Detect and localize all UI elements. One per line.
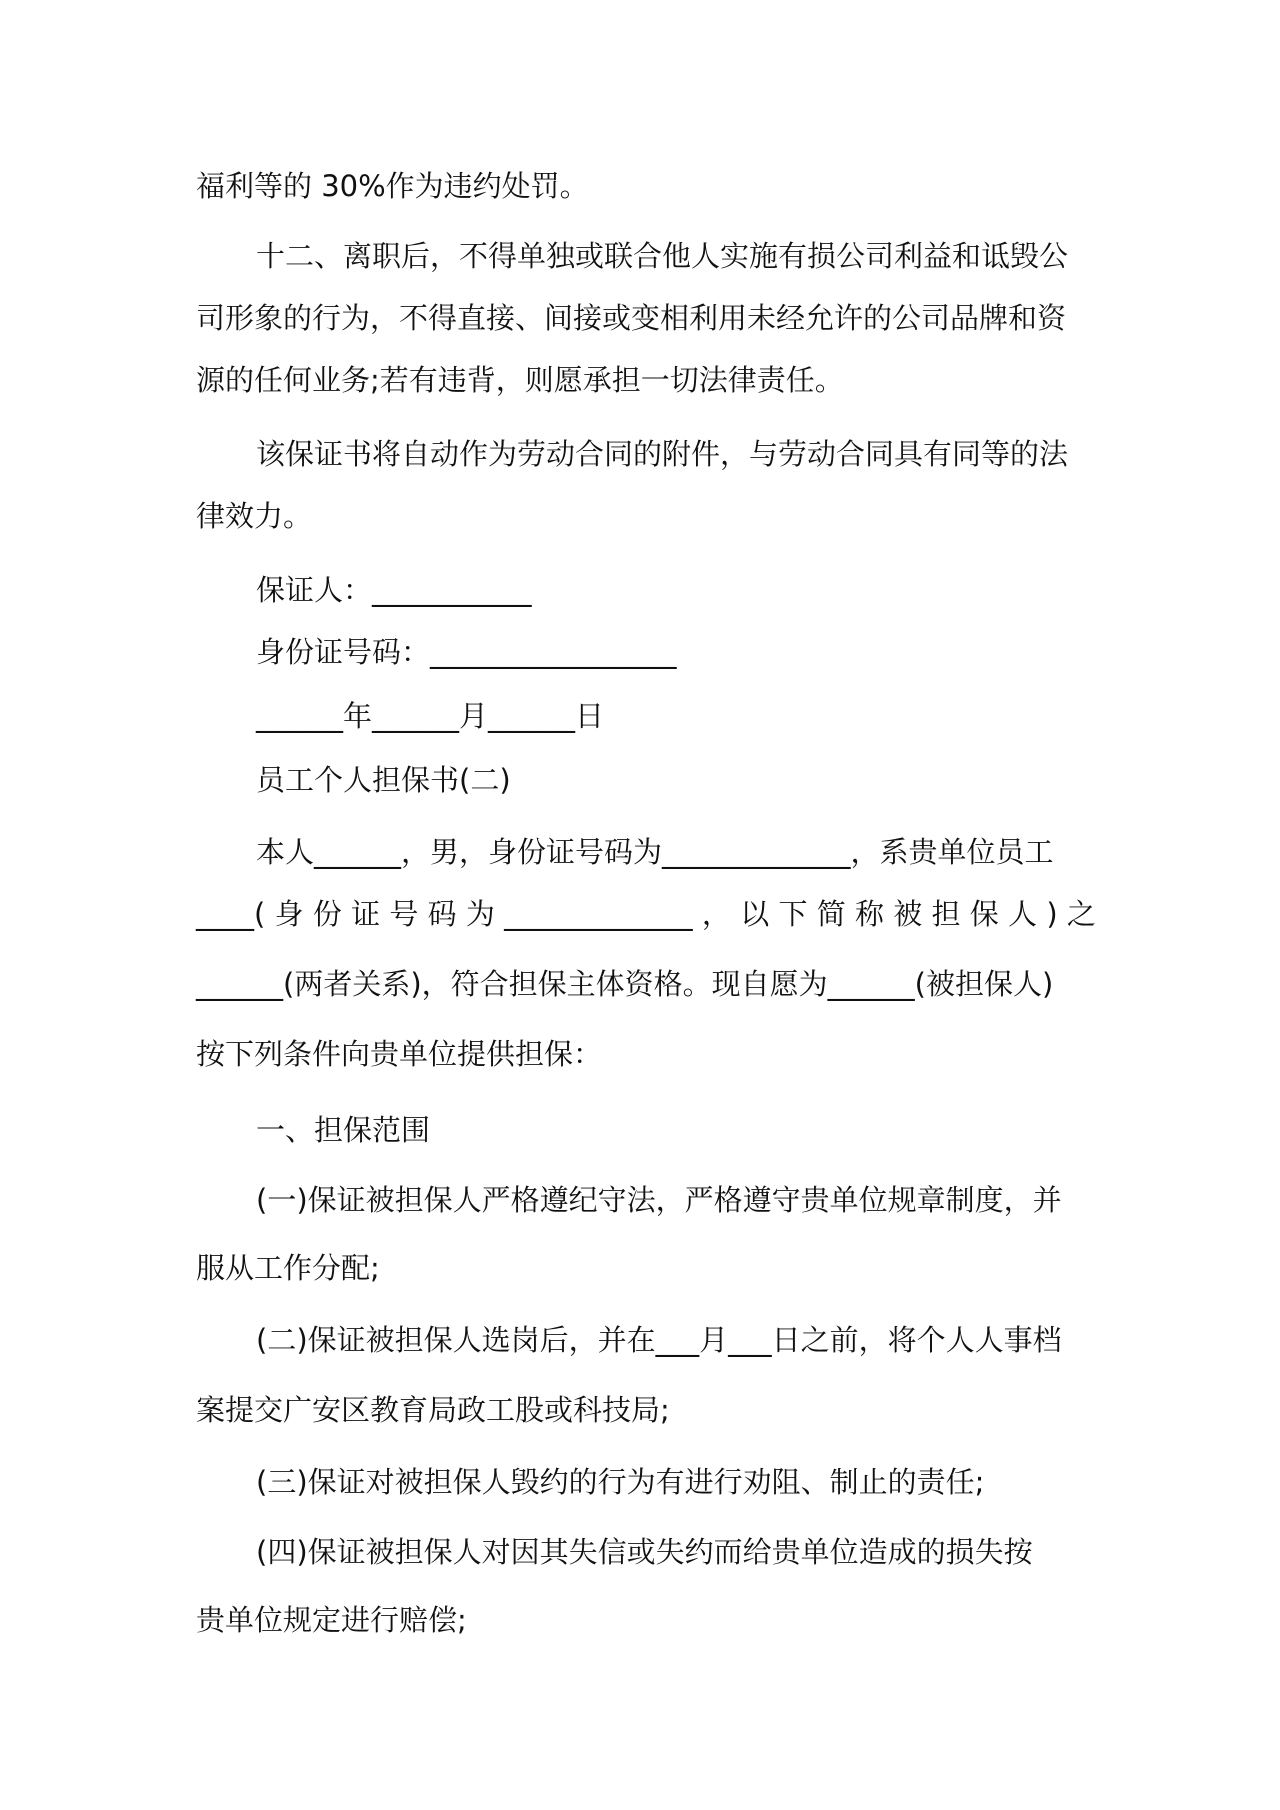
paragraph-line: 福利等的 30%作为违约处罚。 xyxy=(196,169,589,203)
paragraph-line-justified xyxy=(196,892,1096,936)
text-fragment: 证 xyxy=(351,897,381,931)
text-fragment: ， xyxy=(701,897,731,931)
text-fragment: 份 xyxy=(312,897,342,931)
date-field: ______年______月______日 xyxy=(256,699,605,733)
clause-heading: 一、担保范围 xyxy=(256,1113,431,1147)
paragraph-line: 该保证书将自动作为劳动合同的附件，与劳动合同具有同等的法 xyxy=(256,437,1069,471)
paragraph-line: (三)保证对被担保人毁约的行为有进行劝阻、制止的责任; xyxy=(256,1465,985,1499)
text-fragment: 人 xyxy=(1008,897,1038,931)
paragraph-line: (一)保证被担保人严格遵纪守法，严格遵守贵单位规章制度，并 xyxy=(256,1183,1062,1217)
paragraph-line: 按下列条件向贵单位提供担保： xyxy=(196,1037,603,1071)
text-fragment: 以 xyxy=(740,897,770,931)
paragraph-line: (二)保证被担保人选岗后，并在___月___日之前，将个人人事档 xyxy=(256,1323,1062,1357)
text-fragment: 简 xyxy=(816,897,846,931)
text-fragment: 下 xyxy=(778,897,808,931)
paragraph-line: 十二、离职后，不得单独或联合他人实施有损公司利益和诋毁公 xyxy=(256,239,1069,273)
text-fragment: 被 xyxy=(893,897,923,931)
text-fragment: ) xyxy=(1046,897,1058,931)
text-fragment: _____________ xyxy=(504,897,693,931)
text-fragment: 之 xyxy=(1066,897,1096,931)
text-fragment: ____( xyxy=(196,897,266,931)
signature-field-id-number: 身份证号码：_________________ xyxy=(256,635,677,669)
paragraph-line: 司形象的行为，不得直接、间接或变相利用未经允许的公司品牌和资 xyxy=(196,301,1067,335)
paragraph-line: 本人______，男，身份证号码为_____________，系贵单位员工 xyxy=(256,835,1054,869)
text-fragment: 担 xyxy=(931,897,961,931)
paragraph-line: 律效力。 xyxy=(196,499,313,533)
paragraph-line: ______(两者关系)，符合担保主体资格。现自愿为______(被担保人) xyxy=(196,967,1054,1001)
text-fragment: 保 xyxy=(969,897,999,931)
text-fragment: 为 xyxy=(465,897,495,931)
section-title: 员工个人担保书(二) xyxy=(256,763,511,797)
text-fragment: 码 xyxy=(427,897,457,931)
paragraph-line: (四)保证被担保人对因其失信或失约而给贵单位造成的损失按 xyxy=(256,1535,1033,1569)
signature-field-guarantor: 保证人：___________ xyxy=(256,573,532,607)
paragraph-line: 案提交广安区教育局政工股或科技局; xyxy=(196,1393,670,1427)
text-fragment: 号 xyxy=(389,897,419,931)
text-fragment: 身 xyxy=(274,897,304,931)
paragraph-line: 源的任何业务;若有违背，则愿承担一切法律责任。 xyxy=(196,363,844,397)
paragraph-line: 服从工作分配; xyxy=(196,1251,380,1285)
paragraph-line: 贵单位规定进行赔偿; xyxy=(196,1603,467,1637)
text-fragment: 称 xyxy=(854,897,884,931)
